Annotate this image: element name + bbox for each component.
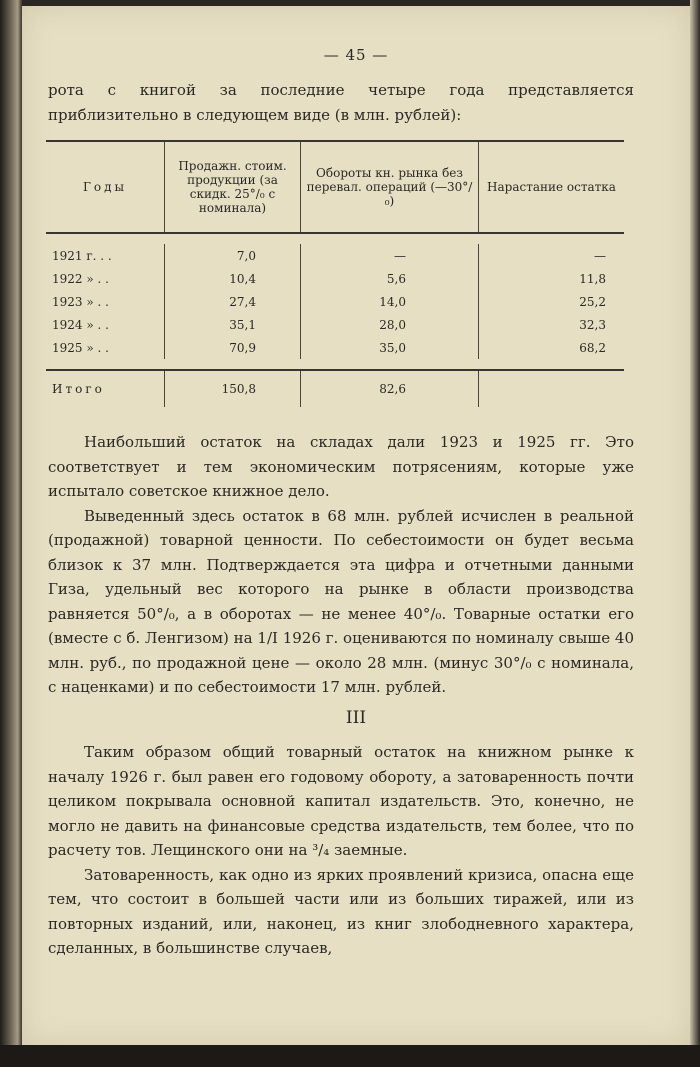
table-total: [46, 369, 624, 407]
body-text-block-2: [48, 740, 634, 961]
cell-year: 1924 » . .: [52, 317, 109, 332]
header-growth: Нарастание остатка: [478, 142, 624, 232]
cell-turnover: 35,0: [300, 336, 478, 359]
cell-sales: 70,9: [164, 336, 300, 359]
paragraph: Таким образом общий товарный остаток на книжном рынке к началу 1926 г. был равен его годовому обороту, а затоваренность почти целиком покрывала основной капитал издательств. Это, конечно, не могло не давить на финансовые средства издательств, тем более, что по расчету тов. Лещинского они на ³/₄ заемные.: [48, 743, 634, 859]
cell-turnover: —: [300, 244, 478, 267]
paragraph: Затоваренность, как одно из ярких проявлений кризиса, опасна еще тем, что состоит в большей части или из больших тиражей, или из повторных изданий, или, наконец, из книг злободневного характера, сделанных, в большинстве случаев,: [48, 865, 634, 957]
table-row: [46, 244, 624, 267]
cell-year: 1922 » . .: [52, 271, 109, 286]
table-header: [46, 142, 624, 234]
page-right-edge: [690, 0, 700, 1067]
cell-sales: 7,0: [164, 244, 300, 267]
cell-year: 1923 » . .: [52, 294, 109, 309]
cell-growth: 68,2: [478, 336, 624, 359]
header-sales: Продажн. стоим. продукции (за скидк. 25°/₀ с номинала): [164, 142, 300, 232]
header-turnover: Обороты кн. рынка без перевал. операций (—30°/₀): [300, 142, 478, 232]
paragraph: Выведенный здесь остаток в 68 млн. рублей исчислен в реальной (продажной) товарной ценности. По себестоимости он будет весьма близок к 37 млн. Подтверждается эта цифра и отчетными данными Гиза, удельный вес которого на рынке в области производства равняется 50°/₀, а в оборотах — не менее 40°/₀. Товарные остатки его (вместе с б. Ленгизом) на 1/I 1926 г. оцениваются по номиналу свыше 40 млн. руб., по продажной цене — около 28 млн. (минус 30°/₀ с номинала, с наценками) и по себестоимости 17 млн. рублей.: [48, 506, 634, 696]
cell-turnover: 14,0: [300, 290, 478, 313]
section-heading: III: [345, 708, 367, 728]
cell-growth: 11,8: [478, 267, 624, 290]
cell-growth: 25,2: [478, 290, 624, 313]
intro-paragraph: [48, 78, 634, 127]
table-row: [46, 313, 624, 336]
table-row: [46, 336, 624, 359]
header-years: Годы: [82, 180, 128, 194]
cell-year: 1921 г. . .: [52, 248, 112, 263]
total-row: [46, 371, 624, 407]
cell-sales: 10,4: [164, 267, 300, 290]
background-bottom: [0, 1045, 700, 1067]
cell-growth: 32,3: [478, 313, 624, 336]
table-row: [46, 290, 624, 313]
table-body: [46, 234, 624, 369]
table-row: [46, 267, 624, 290]
adjacent-page-edge: [0, 0, 22, 1067]
page-number: — 45 —: [323, 46, 389, 64]
data-table: [46, 140, 624, 407]
paragraph: Наибольший остаток на складах дали 1923 и 1925 гг. Это соответствует и тем экономическим потрясениям, которые уже испытало советское книжное дело.: [48, 433, 634, 500]
cell-turnover: 28,0: [300, 313, 478, 336]
intro-text: рота с книгой за последние четыре года представляется приблизительно в следующем виде (в млн. рублей):: [48, 81, 634, 124]
total-sales: 150,8: [164, 371, 300, 407]
total-growth: [478, 371, 624, 407]
cell-growth: —: [478, 244, 624, 267]
body-text-block-1: [48, 430, 634, 700]
total-label: Итого: [52, 382, 105, 396]
cell-turnover: 5,6: [300, 267, 478, 290]
cell-sales: 27,4: [164, 290, 300, 313]
total-turnover: 82,6: [300, 371, 478, 407]
book-page: [22, 6, 690, 1046]
cell-year: 1925 » . .: [52, 340, 109, 355]
cell-sales: 35,1: [164, 313, 300, 336]
